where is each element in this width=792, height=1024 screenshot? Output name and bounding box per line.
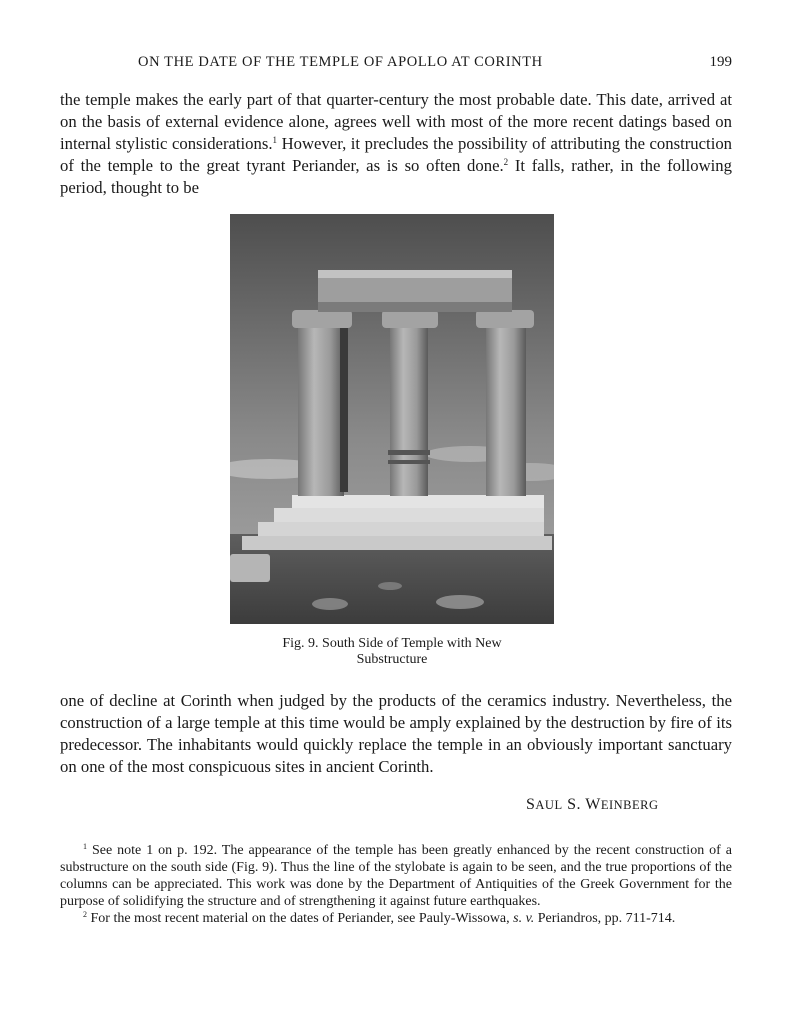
footnote-2	[60, 910, 732, 927]
figure-caption	[232, 636, 552, 668]
paragraph-1-text-a: the temple makes the early part of that quarter-century the most probable date. This date, arrived at on the basis of external evidence alone, agrees well with most of the more recent datings based on internal stylistic considerations.	[60, 90, 732, 153]
author-signature	[526, 796, 659, 814]
fallen-drum	[230, 554, 270, 582]
column-joint	[388, 460, 430, 464]
rock	[436, 595, 484, 609]
footnotes	[60, 842, 732, 927]
column-east	[486, 326, 526, 496]
footnote-ref-1: 1	[272, 135, 278, 145]
footnote-2-marker: 2	[83, 910, 87, 919]
footnote-1-marker: 1	[83, 842, 87, 851]
rock	[378, 582, 402, 590]
page-number: 199	[709, 54, 732, 70]
column-west	[298, 326, 344, 496]
paragraph-1-text-b: However, it precludes the possibility of attributing the construction of the temple to the great tyrant Periander, as is so often done.	[60, 134, 733, 175]
footnote-2-text-a: For the most recent material on the dates of Periander, see Pauly-Wissowa,	[87, 911, 514, 926]
author-initial: S	[526, 796, 536, 813]
body-paragraph-1	[60, 89, 732, 199]
footnote-1-text: See note 1 on p. 192. The appearance of the temple has been greatly enhanced by the recent construction of a substructure on the south side (Fig. 9). Thus the line of the stylobate is again to be seen, and the true proportions of the columns can be appreciated. This work was done by the Department of Antiquities of the Greek Government for the purpose of solidifying the structure and of strengthening it against future earthquakes.	[60, 843, 732, 909]
column-joint	[388, 450, 430, 455]
temple-photograph	[230, 214, 554, 624]
capital-west	[292, 310, 352, 328]
footnote-2-italic: s. v.	[513, 911, 535, 926]
column-middle	[390, 326, 428, 496]
caption-line-1: Fig. 9. South Side of Temple with New	[282, 636, 502, 651]
footnote-2-text-b: Periandros, pp. 711-714.	[534, 911, 676, 926]
temple-photo-illustration	[230, 214, 554, 624]
paragraph-1-text-c: It falls, rather, in the following period, thought to be	[60, 156, 732, 197]
substructure-step	[258, 522, 544, 536]
running-title: ON THE DATE OF THE TEMPLE OF APOLLO AT CORINTH	[138, 54, 543, 70]
author-middle: S.	[562, 796, 586, 813]
body-paragraph-2: one of decline at Corinth when judged by the products of the ceramics industry. Nevertheless, the construction of a large temple at this time would be amply explained by the destruction by fire of its predecessor. The inhabitants would quickly replace the temple in an obviously important sanctuary on one of the most conspicuous sites in ancient Corinth.	[60, 691, 732, 776]
author-last-initial: W	[585, 796, 601, 813]
architrave-top	[318, 270, 512, 278]
author-first-rest: AUL	[535, 798, 563, 812]
capital-east	[476, 310, 534, 328]
capital-middle	[382, 310, 438, 328]
substructure-base	[242, 536, 552, 550]
stylobate	[292, 495, 544, 508]
footnote-1	[60, 842, 732, 910]
caption-line-2: Substructure	[356, 652, 428, 667]
running-head	[60, 54, 732, 74]
column-shadow	[340, 322, 348, 492]
substructure-step	[274, 508, 544, 522]
footnote-ref-2: 2	[503, 157, 509, 167]
author-last-rest: EINBERG	[600, 798, 659, 812]
architrave-shadow	[318, 302, 512, 312]
rock	[312, 598, 348, 610]
